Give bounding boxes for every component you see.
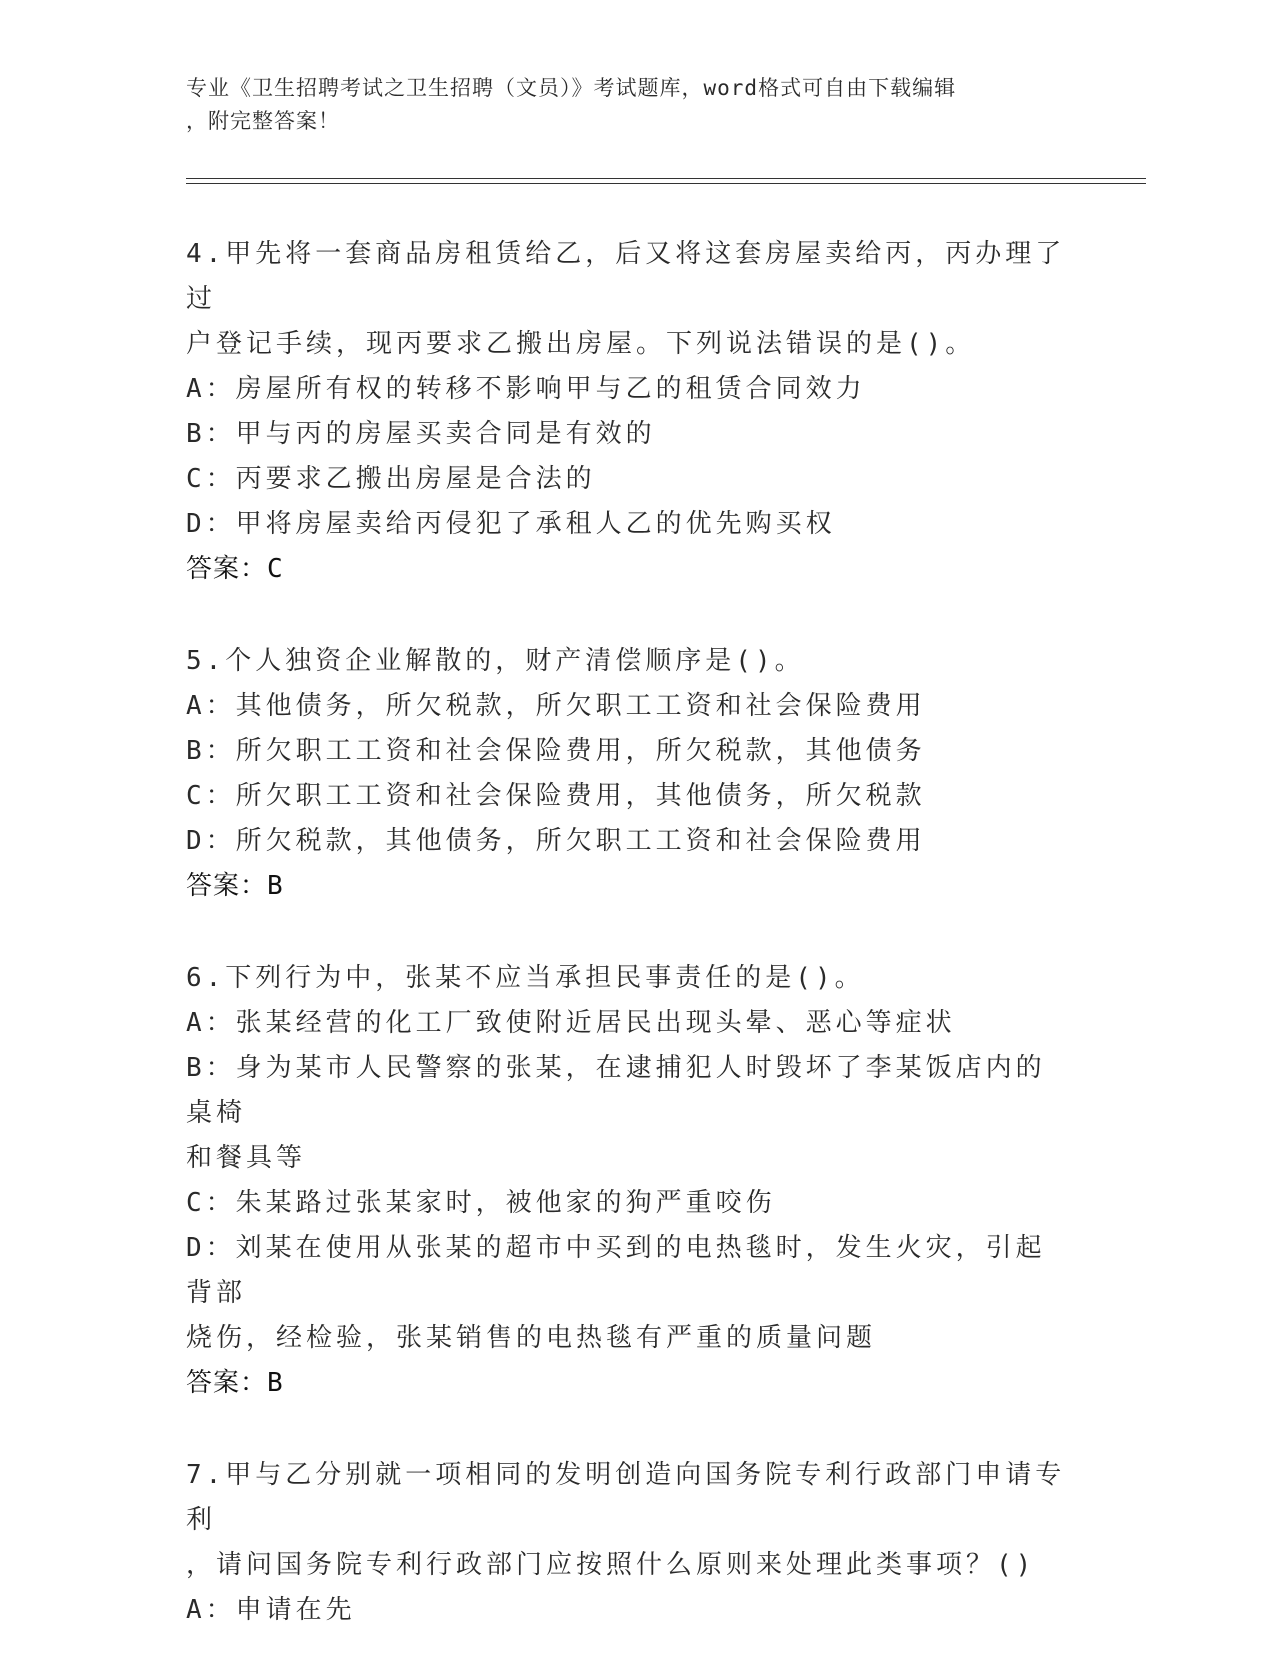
question-block	[186, 956, 1066, 1406]
header-divider-top	[186, 178, 1146, 179]
question-list	[186, 232, 1066, 1680]
question-stem-line: ，请问国务院专利行政部门应按照什么原则来处理此类事项？()	[186, 1550, 1036, 1580]
option-line: D：甲将房屋卖给丙侵犯了承租人乙的优先购买权	[186, 509, 836, 539]
answer-line	[186, 547, 1066, 592]
option-line: B：所欠职工工资和社会保险费用，所欠税款，其他债务	[186, 736, 926, 766]
answer-value: C	[267, 554, 284, 584]
option-line: B：身为某市人民警察的张某，在逮捕犯人时毁坏了李某饭店内的桌椅	[186, 1053, 1046, 1128]
option-line: B：甲与丙的房屋买卖合同是有效的	[186, 419, 656, 449]
option-line: D：所欠税款，其他债务，所欠职工工资和社会保险费用	[186, 826, 926, 856]
question-block	[186, 639, 1066, 909]
answer-value: B	[267, 871, 284, 901]
question-stem-line: 户登记手续，现丙要求乙搬出房屋。下列说法错误的是()。	[186, 329, 976, 359]
answer-line	[186, 1361, 1066, 1406]
answer-label: 答案：	[186, 1368, 268, 1398]
option-line: C：所欠职工工资和社会保险费用，其他债务，所欠税款	[186, 781, 926, 811]
option-line: C：朱某路过张某家时，被他家的狗严重咬伤	[186, 1188, 776, 1218]
option-line: A：申请在先	[186, 1595, 356, 1625]
option-line: D：刘某在使用从张某的超市中买到的电热毯时，发生火灾，引起背部	[186, 1233, 1046, 1308]
option-line: C：丙要求乙搬出房屋是合法的	[186, 464, 596, 494]
header-line-1: 专业《卫生招聘考试之卫生招聘（文员）》考试题库，word格式可自由下载编辑	[186, 76, 957, 100]
answer-line	[186, 864, 1066, 909]
answer-label: 答案：	[186, 871, 268, 901]
question-block	[186, 232, 1066, 592]
answer-label: 答案：	[186, 554, 268, 584]
option-line: A：张某经营的化工厂致使附近居民出现头晕、恶心等症状	[186, 1008, 956, 1038]
question-stem-line: 6.下列行为中，张某不应当承担民事责任的是()。	[186, 963, 865, 993]
option-line: 烧伤，经检验，张某销售的电热毯有严重的质量问题	[186, 1323, 877, 1353]
question-stem-line: 7.甲与乙分别就一项相同的发明创造向国务院专利行政部门申请专利	[186, 1460, 1066, 1535]
header-line-2: ，附完整答案！	[186, 109, 340, 133]
question-block	[186, 1453, 1066, 1633]
option-line: 和餐具等	[186, 1143, 307, 1173]
question-stem-line: 5.个人独资企业解散的，财产清偿顺序是()。	[186, 646, 805, 676]
answer-value: B	[267, 1368, 284, 1398]
option-line: A：其他债务，所欠税款，所欠职工工资和社会保险费用	[186, 691, 926, 721]
question-stem-line: 4.甲先将一套商品房租赁给乙，后又将这套房屋卖给丙，丙办理了过	[186, 239, 1066, 314]
header-divider-bottom	[186, 183, 1146, 184]
document-header	[186, 72, 1066, 138]
option-line: A：房屋所有权的转移不影响甲与乙的租赁合同效力	[186, 374, 866, 404]
